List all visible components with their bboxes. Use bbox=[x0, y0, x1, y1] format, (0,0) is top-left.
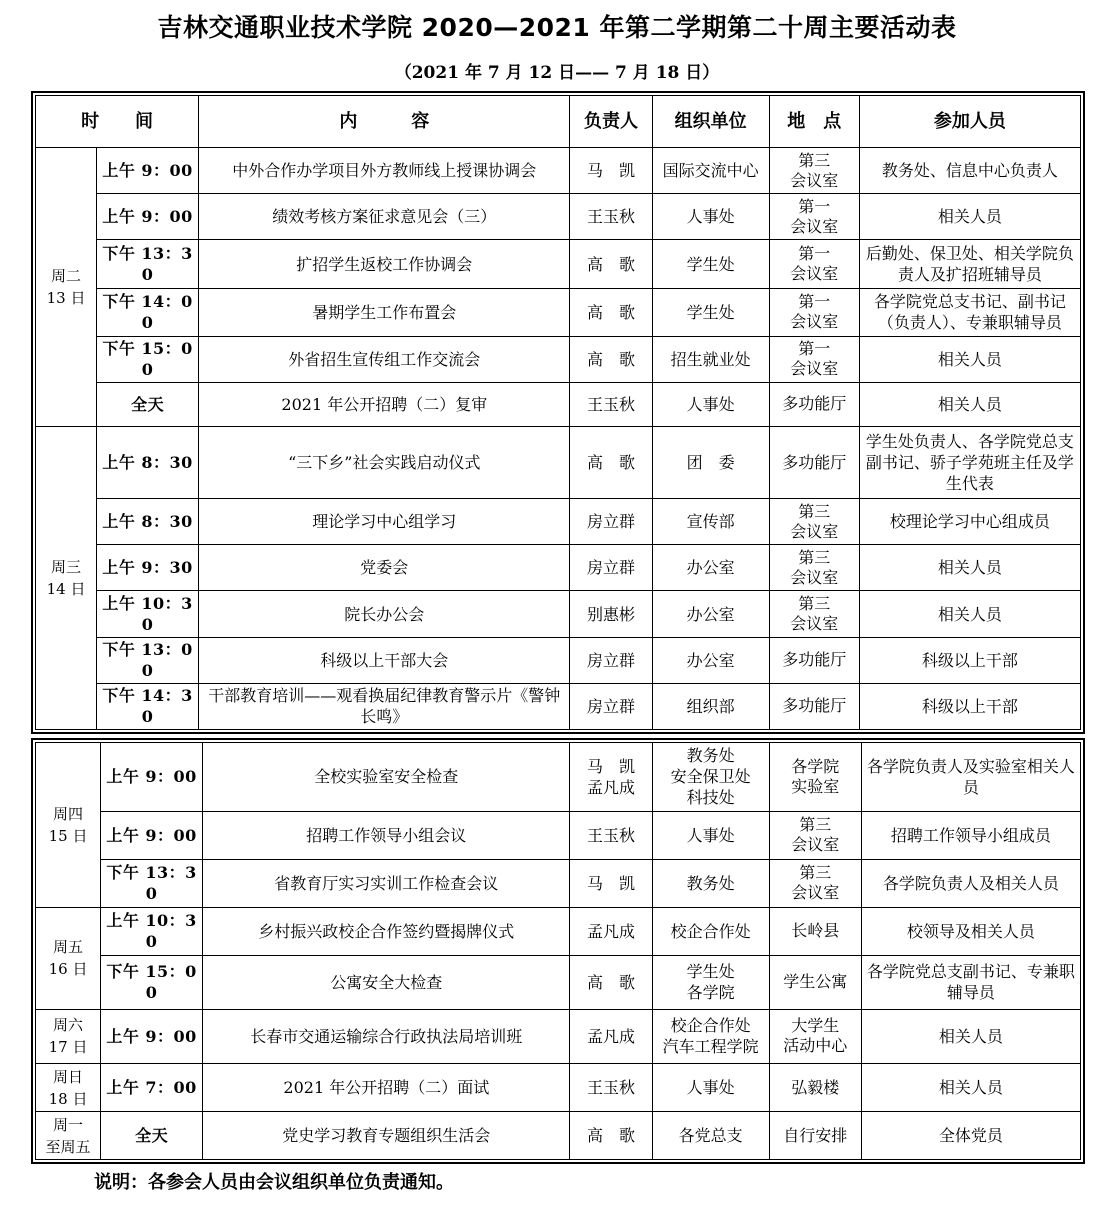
content-cell: 公寓安全大检查 bbox=[203, 955, 570, 1009]
time-cell: 上午 8：30 bbox=[97, 426, 199, 498]
person-cell: 王玉秋 bbox=[570, 194, 652, 240]
table-row bbox=[36, 288, 1081, 336]
org-cell: 人事处 bbox=[652, 811, 769, 859]
footnote: 说明：各参会人员由会议组织单位负责通知。 bbox=[94, 1172, 454, 1193]
content-cell: 省教育厅实习实训工作检查会议 bbox=[203, 859, 570, 907]
content-cell: 干部教育培训——观看换届纪律教育警示片《警钟长鸣》 bbox=[199, 683, 570, 729]
people-cell: 各学院负责人及相关人员 bbox=[861, 859, 1080, 907]
time-cell: 上午 9：00 bbox=[97, 194, 199, 240]
time-cell: 下午 14：30 bbox=[97, 683, 199, 729]
people-cell: 校领导及相关人员 bbox=[861, 907, 1080, 955]
time-cell: 上午 7：00 bbox=[101, 1064, 203, 1112]
org-cell: 人事处 bbox=[652, 194, 769, 240]
org-cell: 招生就业处 bbox=[652, 336, 769, 382]
place-cell: 自行安排 bbox=[769, 1112, 861, 1160]
place-cell: 大学生 活动中心 bbox=[769, 1009, 861, 1063]
time-cell: 上午 10：30 bbox=[101, 907, 203, 955]
person-cell: 高 歌 bbox=[570, 1112, 652, 1160]
people-cell: 各学院负责人及实验室相关人员 bbox=[861, 743, 1080, 812]
content-cell: 扩招学生返校工作协调会 bbox=[199, 240, 570, 288]
content-cell: 党史学习教育专题组织生活会 bbox=[203, 1112, 570, 1160]
table-row bbox=[36, 1112, 1081, 1160]
day-cell: 周五 16 日 bbox=[36, 907, 101, 1009]
content-cell: 全校实验室安全检查 bbox=[203, 743, 570, 812]
person-cell: 房立群 bbox=[570, 637, 652, 683]
place-cell: 长岭县 bbox=[769, 907, 861, 955]
content-cell: 招聘工作领导小组会议 bbox=[203, 811, 570, 859]
person-cell: 房立群 bbox=[570, 499, 652, 545]
place-cell: 第三 会议室 bbox=[769, 499, 859, 545]
org-cell: 学生处 各学院 bbox=[652, 955, 769, 1009]
place-cell: 第一 会议室 bbox=[769, 288, 859, 336]
people-cell: 相关人员 bbox=[859, 194, 1080, 240]
day-cell: 周三 14 日 bbox=[36, 426, 97, 729]
org-cell: 教务处 安全保卫处 科技处 bbox=[652, 743, 769, 812]
place-cell: 多功能厅 bbox=[769, 683, 859, 729]
table-row bbox=[36, 194, 1081, 240]
header-row bbox=[36, 96, 1081, 148]
org-cell: 组织部 bbox=[652, 683, 769, 729]
org-cell: 团 委 bbox=[652, 426, 769, 498]
people-cell: 科级以上干部 bbox=[859, 683, 1080, 729]
org-cell: 校企合作处 bbox=[652, 907, 769, 955]
content-cell: 2021 年公开招聘（二）复审 bbox=[199, 382, 570, 426]
table-row bbox=[36, 859, 1081, 907]
schedule-table-part-1 bbox=[31, 91, 1085, 734]
person-cell: 房立群 bbox=[570, 683, 652, 729]
table-row bbox=[36, 1009, 1081, 1063]
content-cell: 乡村振兴政校企合作签约暨揭牌仪式 bbox=[203, 907, 570, 955]
time-cell: 下午 14：00 bbox=[97, 288, 199, 336]
table-row bbox=[36, 591, 1081, 637]
content-cell: 理论学习中心组学习 bbox=[199, 499, 570, 545]
time-cell: 上午 9：30 bbox=[97, 545, 199, 591]
place-cell: 第三 会议室 bbox=[769, 545, 859, 591]
org-cell: 人事处 bbox=[652, 1064, 769, 1112]
person-cell: 孟凡成 bbox=[570, 907, 652, 955]
person-cell: 王玉秋 bbox=[570, 811, 652, 859]
content-cell: 科级以上干部大会 bbox=[199, 637, 570, 683]
time-cell: 全天 bbox=[97, 382, 199, 426]
table-row bbox=[36, 955, 1081, 1009]
place-cell: 第一 会议室 bbox=[769, 194, 859, 240]
people-cell: 教务处、信息中心负责人 bbox=[859, 148, 1080, 194]
place-cell: 第三 会议室 bbox=[769, 811, 861, 859]
time-cell: 下午 15：00 bbox=[101, 955, 203, 1009]
table-row bbox=[36, 637, 1081, 683]
place-cell: 第一 会议室 bbox=[769, 240, 859, 288]
place-cell: 第三 会议室 bbox=[769, 591, 859, 637]
content-cell: 院长办公会 bbox=[199, 591, 570, 637]
place-cell: 第三 会议室 bbox=[769, 148, 859, 194]
people-cell: 相关人员 bbox=[861, 1064, 1080, 1112]
time-cell: 上午 10：30 bbox=[97, 591, 199, 637]
people-cell: 相关人员 bbox=[859, 336, 1080, 382]
content-cell: 暑期学生工作布置会 bbox=[199, 288, 570, 336]
people-cell: 各学院党总支书记、副书记（负责人）、专兼职辅导员 bbox=[859, 288, 1080, 336]
time-cell: 下午 15：00 bbox=[97, 336, 199, 382]
content-cell: 长春市交通运输综合行政执法局培训班 bbox=[203, 1009, 570, 1063]
table-row bbox=[36, 426, 1081, 498]
schedule-table-part-2 bbox=[31, 738, 1085, 1164]
org-cell: 各党总支 bbox=[652, 1112, 769, 1160]
person-cell: 高 歌 bbox=[570, 240, 652, 288]
place-cell: 第三 会议室 bbox=[769, 859, 861, 907]
table-row bbox=[36, 545, 1081, 591]
day-cell: 周二 13 日 bbox=[36, 148, 97, 427]
header-content: 内 容 bbox=[199, 96, 570, 148]
org-cell: 办公室 bbox=[652, 591, 769, 637]
org-cell: 教务处 bbox=[652, 859, 769, 907]
place-cell: 各学院 实验室 bbox=[769, 743, 861, 812]
place-cell: 弘毅楼 bbox=[769, 1064, 861, 1112]
day-cell: 周一 至周五 bbox=[36, 1112, 101, 1160]
place-cell: 学生公寓 bbox=[769, 955, 861, 1009]
people-cell: 全体党员 bbox=[861, 1112, 1080, 1160]
date-range: （2021 年 7 月 12 日—— 7 月 18 日） bbox=[394, 63, 720, 83]
header-place: 地 点 bbox=[769, 96, 859, 148]
content-cell: “三下乡”社会实践启动仪式 bbox=[199, 426, 570, 498]
org-cell: 办公室 bbox=[652, 637, 769, 683]
time-cell: 下午 13：30 bbox=[101, 859, 203, 907]
org-cell: 人事处 bbox=[652, 382, 769, 426]
table-row bbox=[36, 743, 1081, 812]
person-cell: 马 凯 bbox=[570, 859, 652, 907]
people-cell: 相关人员 bbox=[859, 545, 1080, 591]
content-cell: 绩效考核方案征求意见会（三） bbox=[199, 194, 570, 240]
place-cell: 多功能厅 bbox=[769, 637, 859, 683]
table-row bbox=[36, 499, 1081, 545]
place-cell: 多功能厅 bbox=[769, 382, 859, 426]
person-cell: 王玉秋 bbox=[570, 1064, 652, 1112]
table-row bbox=[36, 907, 1081, 955]
org-cell: 学生处 bbox=[652, 240, 769, 288]
time-cell: 上午 8：30 bbox=[97, 499, 199, 545]
person-cell: 别惠彬 bbox=[570, 591, 652, 637]
table-row bbox=[36, 148, 1081, 194]
person-cell: 高 歌 bbox=[570, 955, 652, 1009]
header-people: 参加人员 bbox=[859, 96, 1080, 148]
person-cell: 马 凯 bbox=[570, 148, 652, 194]
people-cell: 科级以上干部 bbox=[859, 637, 1080, 683]
table-row bbox=[36, 336, 1081, 382]
org-cell: 学生处 bbox=[652, 288, 769, 336]
table-row bbox=[36, 1064, 1081, 1112]
people-cell: 相关人员 bbox=[859, 382, 1080, 426]
time-cell: 下午 13：00 bbox=[97, 637, 199, 683]
org-cell: 校企合作处 汽车工程学院 bbox=[652, 1009, 769, 1063]
content-cell: 党委会 bbox=[199, 545, 570, 591]
people-cell: 招聘工作领导小组成员 bbox=[861, 811, 1080, 859]
people-cell: 各学院党总支副书记、专兼职辅导员 bbox=[861, 955, 1080, 1009]
table-row bbox=[36, 382, 1081, 426]
org-cell: 宣传部 bbox=[652, 499, 769, 545]
person-cell: 房立群 bbox=[570, 545, 652, 591]
org-cell: 办公室 bbox=[652, 545, 769, 591]
table-row bbox=[36, 683, 1081, 729]
table-row bbox=[36, 811, 1081, 859]
table-row bbox=[36, 240, 1081, 288]
time-cell: 上午 9：00 bbox=[101, 1009, 203, 1063]
place-cell: 第一 会议室 bbox=[769, 336, 859, 382]
person-cell: 高 歌 bbox=[570, 426, 652, 498]
content-cell: 外省招生宣传组工作交流会 bbox=[199, 336, 570, 382]
people-cell: 相关人员 bbox=[859, 591, 1080, 637]
people-cell: 学生处负责人、各学院党总支副书记、骄子学苑班主任及学生代表 bbox=[859, 426, 1080, 498]
person-cell: 王玉秋 bbox=[570, 382, 652, 426]
day-cell: 周六 17 日 bbox=[36, 1009, 101, 1063]
day-cell: 周四 15 日 bbox=[36, 743, 101, 908]
time-cell: 下午 13：30 bbox=[97, 240, 199, 288]
content-cell: 2021 年公开招聘（二）面试 bbox=[203, 1064, 570, 1112]
time-cell: 上午 9：00 bbox=[101, 743, 203, 812]
person-cell: 高 歌 bbox=[570, 336, 652, 382]
content-cell: 中外合作办学项目外方教师线上授课协调会 bbox=[199, 148, 570, 194]
day-cell: 周日 18 日 bbox=[36, 1064, 101, 1112]
header-org: 组织单位 bbox=[652, 96, 769, 148]
page-title: 吉林交通职业技术学院 2020—2021 年第二学期第二十周主要活动表 bbox=[157, 13, 957, 42]
time-cell: 全天 bbox=[101, 1112, 203, 1160]
time-cell: 上午 9：00 bbox=[101, 811, 203, 859]
header-person: 负责人 bbox=[570, 96, 652, 148]
person-cell: 孟凡成 bbox=[570, 1009, 652, 1063]
person-cell: 马 凯 孟凡成 bbox=[570, 743, 652, 812]
place-cell: 多功能厅 bbox=[769, 426, 859, 498]
person-cell: 高 歌 bbox=[570, 288, 652, 336]
org-cell: 国际交流中心 bbox=[652, 148, 769, 194]
header-time: 时 间 bbox=[36, 96, 199, 148]
people-cell: 校理论学习中心组成员 bbox=[859, 499, 1080, 545]
people-cell: 后勤处、保卫处、相关学院负责人及扩招班辅导员 bbox=[859, 240, 1080, 288]
time-cell: 上午 9：00 bbox=[97, 148, 199, 194]
people-cell: 相关人员 bbox=[861, 1009, 1080, 1063]
